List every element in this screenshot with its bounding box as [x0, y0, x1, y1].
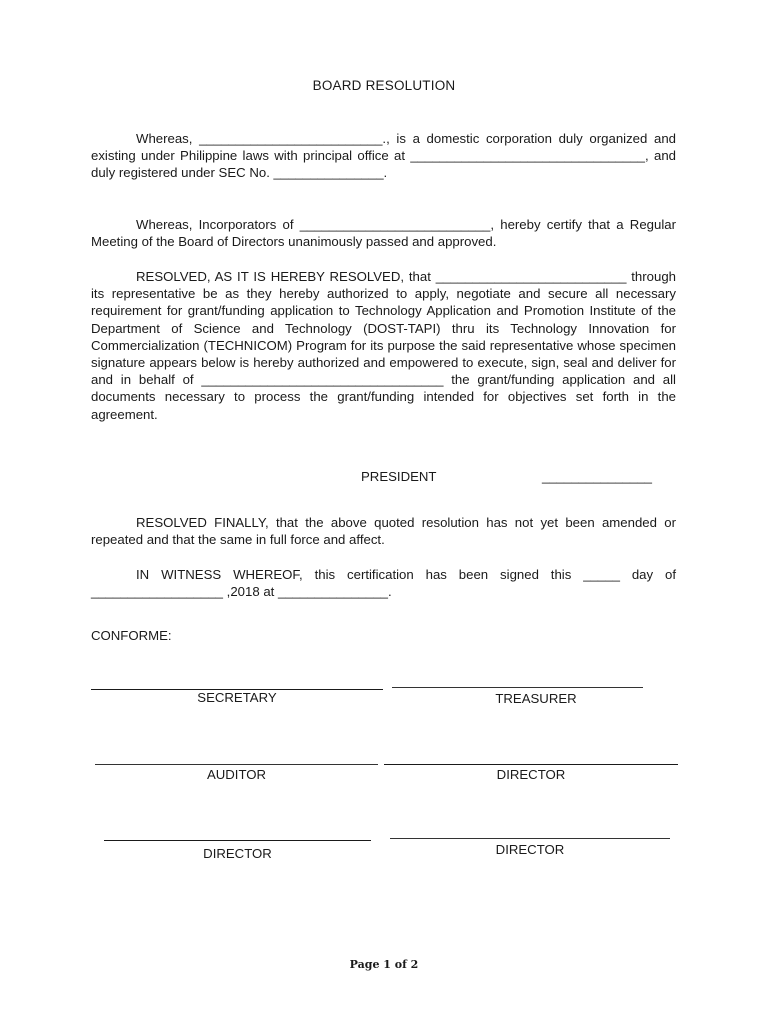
conforme-label: CONFORME: [91, 628, 172, 643]
page-number: Page 1 of 2 [349, 958, 419, 971]
paragraph-resolved-finally: RESOLVED FINALLY, that the above quoted resolution has not yet been amended or repeated and that the same in full force and affect. [91, 515, 676, 548]
director-signature-line-2 [104, 840, 371, 841]
auditor-signature-line [95, 764, 378, 765]
paragraph-whereas-corporation: Whereas, _________________________., is a domestic corporation duly organized and existing under Philippine laws with principal office at ________________________________, and duly registered under SEC No. _______________. [91, 131, 676, 181]
auditor-label: AUDITOR [206, 767, 267, 782]
director-label-2: DIRECTOR [203, 846, 272, 861]
document-title: BOARD RESOLUTION [312, 78, 456, 93]
paragraph-resolved: RESOLVED, AS IT IS HEREBY RESOLVED, that __________________________ through its representative be as they hereby authorized to apply, negotiate and secure all necessary requirement for grant/funding application to Technology Application and Promotion Institute of the Department of Science and Technology (DOST-TAPI) thru its Technology Innovation for Commercialization (TECHNICOM) Program for its purpose the said representative whose specimen signature appears below is hereby authorized and empowered to execute, sign, seal and deliver for and in behalf of _________________________________ the grant/funding application and all documents necessary to process the grant/funding intended for objectives set forth in the agreement. [91, 269, 676, 422]
director-label-3: DIRECTOR [495, 842, 565, 857]
president-label: PRESIDENT [361, 469, 437, 484]
secretary-label: SECRETARY [197, 690, 277, 705]
director-signature-line-3 [390, 838, 670, 839]
paragraph-in-witness: IN WITNESS WHEREOF, this certification has been signed this _____ day of __________________ ,2018 at _______________. [91, 567, 676, 600]
director-label-1: DIRECTOR [496, 767, 566, 782]
paragraph-whereas-incorporators: Whereas, Incorporators of __________________________, hereby certify that a Regular Meeting of the Board of Directors unanimously passed and approved. [91, 217, 676, 250]
president-signature-line: _______________ [542, 469, 653, 484]
treasurer-label: TREASURER [495, 691, 577, 706]
director-signature-line-1 [384, 764, 678, 765]
treasurer-signature-line [392, 687, 643, 688]
